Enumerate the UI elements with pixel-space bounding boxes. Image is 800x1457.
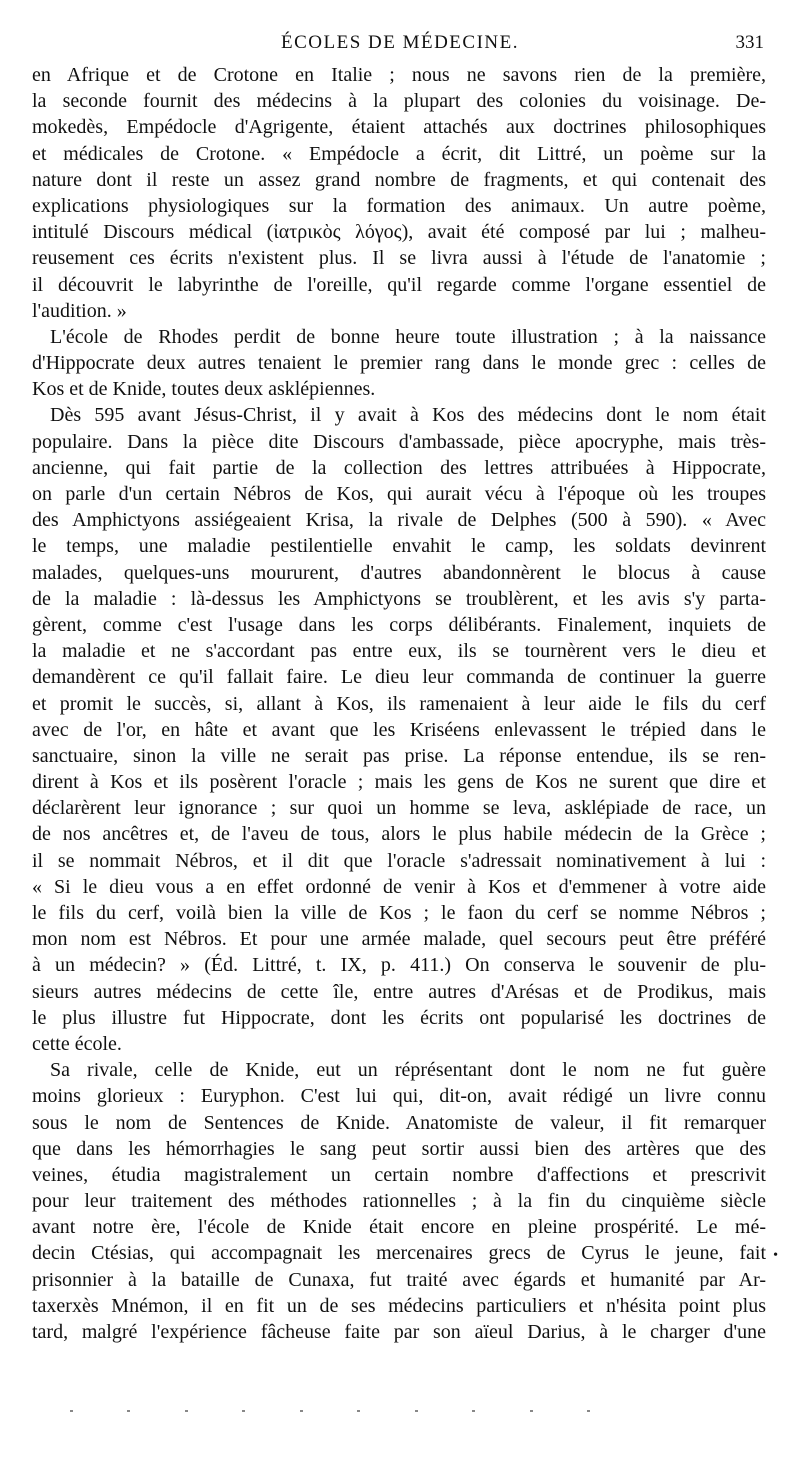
text-line: cette école. bbox=[32, 1032, 122, 1055]
text-line: la seconde fournit des médecins à la plupart des colonies du voisinage. De- bbox=[32, 90, 766, 113]
text-line: il découvrit le labyrinthe de l'oreille, qu'il regarde comme l'organe essentiel de bbox=[32, 273, 766, 296]
scan-speck bbox=[587, 1410, 590, 1412]
text-line: decin Ctésias, qui accompagnait les mercenaires grecs de Cyrus le jeune, fait bbox=[32, 1242, 766, 1265]
scan-noise bbox=[70, 1410, 590, 1414]
text-line: intitulé Discours médical (ἰατρικὸς λόγος), avait été composé par lui ; malheu- bbox=[32, 221, 766, 244]
scan-speck bbox=[415, 1410, 418, 1412]
text-line: dirent à Kos et ils posèrent l'oracle ; mais les gens de Kos ne surent que dire et bbox=[32, 771, 766, 794]
text-line: on parle d'un certain Nébros de Kos, qui aurait vécu à l'époque où les troupes bbox=[32, 483, 766, 505]
text-line: Dès 595 avant Jésus-Christ, il y avait à Kos des médecins dont le nom était bbox=[50, 404, 766, 427]
text-line: de nos ancêtres et, de l'aveu de tous, alors le plus habile médecin de la Grèce ; bbox=[32, 823, 766, 846]
text-line: et promit le succès, si, allant à Kos, ils ramenaient à leur aide le fils du cerf bbox=[32, 692, 766, 715]
text-line: prisonnier à la bataille de Cunaxa, fut traité avec égards et humanité par Ar- bbox=[32, 1268, 766, 1291]
text-line: le plus illustre fut Hippocrate, dont les écrits ont popularisé les doctrines de bbox=[32, 1006, 766, 1029]
text-line: d'Hippocrate deux autres tenaient le premier rang dans le monde grec : celles de bbox=[32, 352, 766, 375]
text-line: sieurs autres médecins de cette île, entre autres d'Arésas et de Prodikus, mais bbox=[32, 980, 766, 1003]
text-line: explications physiologiques sur la formation des animaux. Un autre poème, bbox=[32, 194, 766, 217]
text-line: et médicales de Crotone. « Empédocle a écrit, dit Littré, un poème sur la bbox=[32, 142, 766, 165]
text-line: malades, quelques-uns moururent, d'autres abandonnèrent le blocus à cause bbox=[32, 561, 766, 584]
text-line: le fils du cerf, voilà bien la ville de Kos ; le faon du cerf se nomme Nébros ; bbox=[32, 902, 766, 924]
text-line: nature dont il reste un assez grand nombre de fragments, et qui contenait des bbox=[32, 168, 766, 191]
text-line: pour leur traitement des méthodes rationnelles ; à la fin du cinquième siècle bbox=[32, 1190, 766, 1213]
text-line: L'école de Rhodes perdit de bonne heure toute illustration ; à la naissance bbox=[50, 325, 766, 348]
text-line: reusement ces écrits n'existent plus. Il se livra aussi à l'étude de l'anatomie ; bbox=[32, 247, 766, 270]
text-line: sous le nom de Sentences de Knide. Anatomiste de valeur, il fit remarquer bbox=[32, 1111, 766, 1134]
text-line: la maladie et ne s'accordant pas entre eux, ils se tournèrent vers le dieu et bbox=[32, 640, 766, 663]
body-text bbox=[32, 62, 766, 1345]
text-line: l'audition. » bbox=[32, 299, 127, 322]
running-head bbox=[0, 32, 800, 58]
scan-speck bbox=[70, 1410, 73, 1412]
text-line: déclarèrent leur ignorance ; sur quoi un homme se leva, asklépiade de race, un bbox=[32, 797, 766, 820]
text-line: veines, étudia magistralement un certain nombre d'affections et prescrivit bbox=[32, 1163, 766, 1186]
margin-mark: • bbox=[773, 1248, 778, 1263]
page-number: 331 bbox=[735, 32, 764, 53]
text-line: moins glorieux : Euryphon. C'est lui qui, dit-on, avait rédigé un livre connu bbox=[32, 1085, 766, 1108]
text-line: avant notre ère, l'école de Knide était encore en pleine prospérité. Le mé- bbox=[32, 1216, 766, 1239]
scan-speck bbox=[357, 1410, 360, 1412]
scan-speck bbox=[300, 1410, 303, 1412]
text-line: que dans les hémorrhagies le sang peut sortir aussi bien des artères que des bbox=[32, 1137, 766, 1160]
text-line: le temps, une maladie pestilentielle envahit le camp, les soldats devinrent bbox=[32, 535, 766, 558]
text-line: gèrent, comme c'est l'usage dans les corps délibérants. Finalement, inquiets de bbox=[32, 613, 766, 636]
text-line: taxerxès Mnémon, il en fit un de ses médecins particuliers et n'hésita point plus bbox=[32, 1294, 766, 1317]
scan-speck bbox=[185, 1410, 188, 1412]
text-line: mokedès, Empédocle d'Agrigente, étaient attachés aux doctrines philosophiques bbox=[32, 116, 766, 139]
text-line: sanctuaire, sinon la ville ne serait pas prise. La réponse entendue, ils se ren- bbox=[32, 744, 766, 767]
scan-speck bbox=[242, 1410, 245, 1412]
scan-speck bbox=[472, 1410, 475, 1412]
running-title: ÉCOLES DE MÉDECINE. bbox=[280, 32, 519, 53]
text-line: à un médecin? » (Éd. Littré, t. IX, p. 411.) On conserva le souvenir de plu- bbox=[32, 954, 766, 977]
text-line: tard, malgré l'expérience fâcheuse faite par son aïeul Darius, à le charger d'une bbox=[32, 1321, 766, 1343]
text-line: il se nommait Nébros, et il dit que l'oracle s'adressait nominativement à lui : bbox=[32, 849, 766, 872]
text-line: « Si le dieu vous a en effet ordonné de venir à Kos et d'emmener à votre aide bbox=[32, 875, 766, 898]
text-line: Kos et de Knide, toutes deux asklépiennes. bbox=[32, 378, 376, 401]
scan-speck bbox=[530, 1410, 533, 1412]
text-line: mon nom est Nébros. Et pour une armée malade, quel secours peut être préféré bbox=[32, 928, 766, 951]
text-line: ancienne, qui fait partie de la collection des lettres attribuées à Hippocrate, bbox=[32, 456, 766, 479]
text-line: Sa rivale, celle de Knide, eut un réprésentant dont le nom ne fut guère bbox=[50, 1059, 766, 1082]
text-line: des Amphictyons assiégeaient Krisa, la rivale de Delphes (500 à 590). « Avec bbox=[32, 509, 766, 532]
text-line: en Afrique et de Crotone en Italie ; nous ne savons rien de la première, bbox=[32, 64, 766, 86]
text-line: demandèrent ce qu'il fallait faire. Le dieu leur commanda de continuer la guerre bbox=[32, 666, 766, 689]
text-line: populaire. Dans la pièce dite Discours d'ambassade, pièce apocryphe, mais très- bbox=[32, 430, 766, 453]
text-line: de la maladie : là-dessus les Amphictyons se troublèrent, et les avis s'y parta- bbox=[32, 587, 766, 610]
scan-speck bbox=[127, 1410, 130, 1412]
text-line: avec de l'or, en hâte et avant que les Kriséens enlevassent le trépied dans le bbox=[32, 718, 766, 741]
